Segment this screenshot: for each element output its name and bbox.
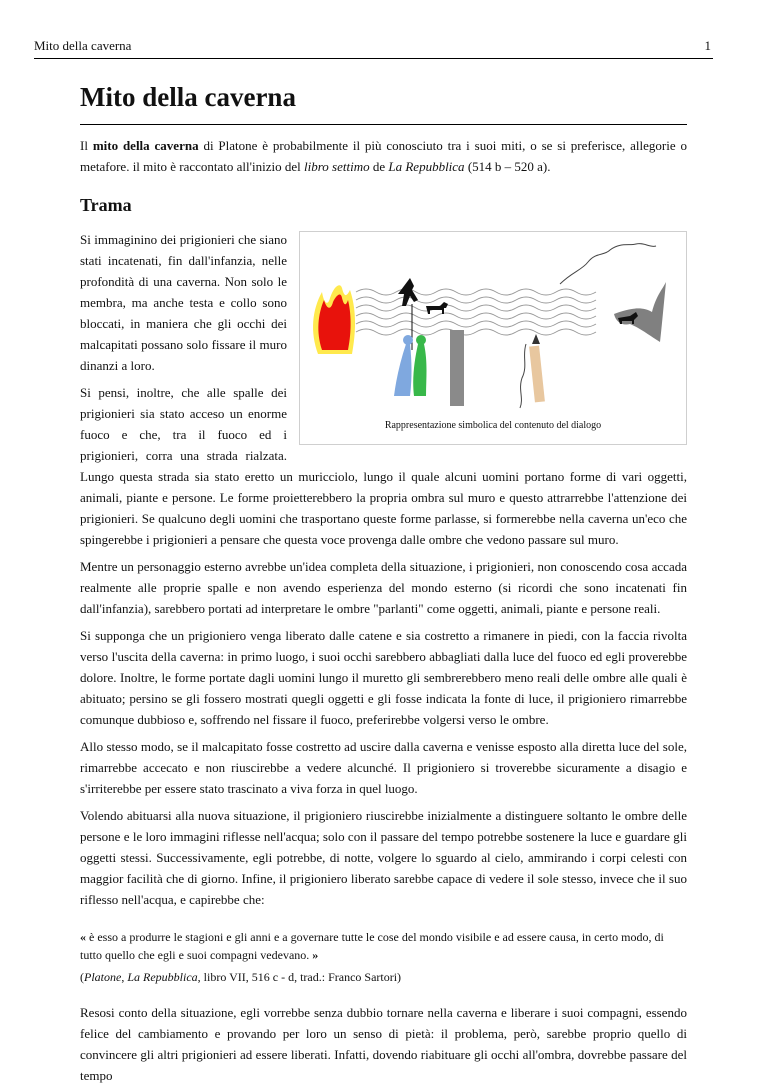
sun-shadow-figure — [614, 282, 666, 342]
intro-text: Il — [80, 138, 93, 153]
quote-text — [80, 928, 687, 964]
running-header — [34, 34, 713, 59]
intro-italic-libro: libro settimo — [303, 159, 370, 174]
block-quote — [80, 928, 687, 986]
intro-text: de — [369, 159, 389, 174]
paragraph-5: Allo stesso modo, se il malcapitato fosse costretto ad uscire dalla caverna e venisse esposto alla diretta luce del sole, rimarrebbe accecato e non riuscirebbe a vedere alcunché. Il prigioniero si troverebbe sicuramente a disagio e s'irriterebbe per essere stato trascinato a viva forza in quel luogo. — [80, 739, 687, 796]
intro-bold-term: mito della caverna — [92, 138, 199, 153]
quote-work: La Repubblica — [127, 970, 198, 984]
quote-open-mark: « — [80, 930, 86, 944]
paragraph-3: Mentre un personaggio esterno avrebbe un'idea completa della situazione, i prigionieri, non conoscendo cosa accada realmente alle proprie spalle e non avendo esperienza del mondo esterno (si ricordi che sono incatenati fin dall'infanzia), sarebbero portati ad interpretare le ombre "parlanti" come oggetti, animali, piante e persone reali. — [80, 559, 687, 616]
prisoner-green — [413, 344, 426, 396]
quote-source-paren: ( — [80, 970, 84, 984]
page-number: 1 — [704, 38, 711, 53]
quote-body: è esso a produrre le stagioni e gli anni e a governare tutte le cose del mondo visibile e ad essere causa, in certo modo, di tutto quello che egli e suoi compagni vedevano. — [80, 930, 664, 962]
freed-prisoner-body — [529, 346, 545, 403]
paragraph-6: Volendo abituarsi alla nuova situazione, il prigioniero riuscirebbe inizialmente a distinguere soltanto le ombre delle persone e le loro immagini riflesse nell'acqua; solo con il passare del tempo potrebbe sostenere la luce e guardare gli oggetti stessi. Successivamente, egli potrebbe, di notte, volgere lo sguardo al cielo, ammirando i corpi celesti con maggior facilità che di giorno. Infine, il prigioniero liberato sarebbe capace di vedere il sole stesso, invece che il suo riflesso nell'acqua, e capirebbe che: — [80, 808, 687, 907]
quote-source — [80, 968, 687, 986]
low-wall — [450, 330, 464, 406]
shadow-wall-waves — [356, 289, 596, 335]
freed-prisoner-head — [532, 334, 540, 344]
paragraph-7: Resosi conto della situazione, egli vorrebbe senza dubbio tornare nella caverna e liberare i suoi compagni, essendo felice del cambiamento e provando per loro un senso di pietà: il problema, però, sarebbe proprio quello di convincere gli altri prigionieri ad essere liberati. Infatti, dovendo riabituare gli occhi all'ombra, dovrebbe passare del tempo — [80, 1005, 687, 1083]
article-body — [80, 80, 687, 1092]
prisoner-head-blue — [403, 335, 413, 345]
cave-floor-path — [520, 344, 526, 408]
quote-author: Platone — [84, 970, 122, 984]
quote-source-sep: , — [121, 970, 128, 984]
carried-animal-silhouette — [426, 302, 448, 314]
quote-close-mark: » — [312, 948, 319, 962]
article-title: Mito della caverna — [80, 80, 687, 125]
section-heading-trama: Trama — [80, 195, 132, 215]
running-header-title: Mito della caverna — [34, 38, 132, 53]
paragraph-4: Si supponga che un prigioniero venga liberato dalle catene e sia costretto a rimanere in piedi, con la faccia rivolta verso l'uscita della caverna: in primo luogo, i suoi occhi sarebbero abbagliati dalla luce del fuoco ed egli proverebbe dolore. Inoltre, le forme portate dagli uomini lungo il muretto gli sembrerebbero meno reali delle ombre alle quali è abituato; persino se gli fossero mostrati quegli oggetti e gli fosse indicata la fonte di luce, il prigioniero rimarrebbe comunque dubbioso e, soffrendo nel fissare il fuoco, preferirebbe volgersi verso le ombre. — [80, 628, 687, 727]
quote-source-detail: , libro VII, 516 c - d, trad.: Franco Sartori) — [197, 970, 402, 984]
figure-caption: Rappresentazione simbolica del contenuto del dialogo — [384, 420, 602, 431]
prisoner-head-green — [416, 335, 426, 345]
intro-paragraph — [80, 135, 687, 177]
cave-outline-path — [560, 244, 656, 284]
cave-illustration-figure — [299, 231, 687, 445]
paragraph-1: Si immaginino dei prigionieri che siano stati incatenati, fin dall'infanzia, nelle profondità di una caverna. Non solo le membra, ma anche testa e collo sono bloccati, in maniera che gli occhi dei malcapitati possano solo fissare il muro dinanzi a loro. — [80, 232, 287, 373]
paragraph-2: Si pensi, inoltre, che alle spalle dei prigionieri sia stato acceso un enorme fuoco e che, tra il fuoco ed i prigionieri, corra una strada rialzata. Lungo questa strada sia stato eretto un muricciolo, lungo il quale alcuni uomini portano forme di vari oggetti, animali, piante e persone. Le forme proietterebbero la propria ombra sul muro e questo attrarrebbe l'attenzione dei prigionieri. Se qualcuno degli uomini che trasportano queste forme parlasse, si formerebbe nella caverna un'eco che spingerebbe i prigionieri a pensare che questa voce provenga dalle ombre che vedono passare sul muro. — [80, 385, 687, 547]
intro-text: (514 b – 520 a). — [464, 159, 551, 174]
prisoner-blue — [394, 344, 412, 396]
intro-text: di Platone è probabilmente il più conosciuto tra i suoi miti, o se si preferisce, allegorie o metafore. il mito è raccontato all'inizio del — [80, 138, 687, 174]
intro-italic-repubblica: La Repubblica — [388, 159, 465, 174]
cave-illustration — [300, 232, 686, 444]
